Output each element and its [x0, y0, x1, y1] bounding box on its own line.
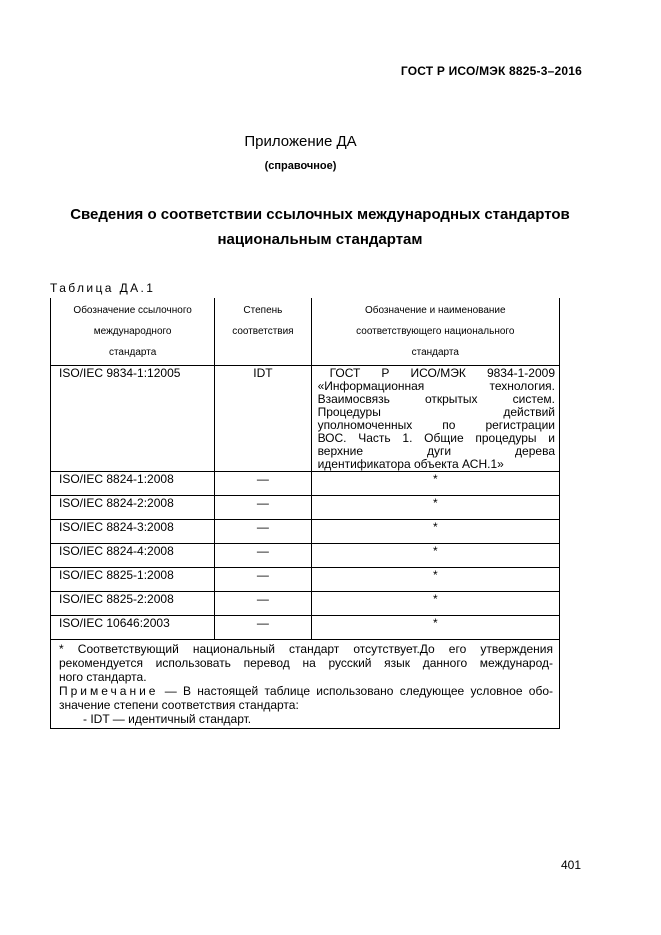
table-row [51, 472, 560, 496]
standards-table [50, 298, 560, 729]
footnote-line: * Соответствующий национальный стандарт отсутствует.До его утверждения [59, 642, 553, 656]
footnote-cell [51, 640, 560, 729]
row-degree: — [215, 568, 311, 592]
note-label: Примечание [59, 684, 159, 698]
row-national: * [311, 616, 559, 640]
row-code: ISO/IEC 9834-1:12005 [51, 366, 215, 472]
row-degree: — [215, 520, 311, 544]
table-row [51, 592, 560, 616]
row-code: ISO/IEC 10646:2003 [51, 616, 215, 640]
note-line [59, 684, 553, 698]
row-degree: IDT [215, 366, 311, 472]
row-degree: — [215, 496, 311, 520]
row-degree: — [215, 544, 311, 568]
document-header: ГОСТ Р ИСО/МЭК 8825-3–2016 [400, 64, 582, 78]
main-title-line: национальным стандартам [217, 231, 423, 248]
page-number: 401 [560, 858, 581, 872]
appendix-subtitle: (справочное) [264, 160, 337, 172]
header-ref-standard: Обозначение ссылочного международного стандарта [51, 298, 215, 366]
row-code: ISO/IEC 8825-2:2008 [51, 592, 215, 616]
appendix-title: Приложение ДА [244, 133, 357, 150]
row-national: * [311, 544, 559, 568]
row-national: * [311, 592, 559, 616]
table-row [51, 496, 560, 520]
table-footer [51, 640, 560, 729]
note-line: значение степени соответствия стандарта: [59, 698, 299, 712]
row-national: * [311, 496, 559, 520]
table-row [51, 520, 560, 544]
table-row [51, 616, 560, 640]
header-degree: Степень соответствия [215, 298, 311, 366]
row-national: * [311, 520, 559, 544]
table-row [51, 544, 560, 568]
main-title-line: Сведения о соответствии ссылочных международных стандартов [70, 206, 570, 223]
row-code: ISO/IEC 8824-4:2008 [51, 544, 215, 568]
main-title [40, 202, 600, 252]
row-code: ISO/IEC 8824-1:2008 [51, 472, 215, 496]
row-degree: — [215, 592, 311, 616]
row-national: ГОСТ Р ИСО/МЭК 9834-1-2009 «Информационная технология. Взаимосвязь открытых систем. Процедуры действий уполномоченных по регистрации ВОС. Часть 1. Общие процедуры и верхние дуги дерева идентификатора объекта АСН.1» [311, 366, 559, 472]
table-label: Таблица ДА.1 [50, 281, 156, 295]
note-text: — В настоящей таблице использовано следующее условное обо- [164, 684, 553, 698]
row-national: * [311, 472, 559, 496]
row-degree: — [215, 616, 311, 640]
row-code: ISO/IEC 8824-2:2008 [51, 496, 215, 520]
row-code: ISO/IEC 8824-3:2008 [51, 520, 215, 544]
row-national: * [311, 568, 559, 592]
table-header-row [51, 298, 560, 366]
row-degree: — [215, 472, 311, 496]
note-item: - IDT — идентичный стандарт. [83, 712, 252, 726]
table-row [51, 366, 560, 472]
row-code: ISO/IEC 8825-1:2008 [51, 568, 215, 592]
header-national-standard: Обозначение и наименование соответствующего национального стандарта [311, 298, 559, 366]
footnote-line: рекомендуется использовать перевод на русский язык данного международ- [59, 656, 553, 670]
footnote-line: ного стандарта. [59, 670, 147, 684]
table-row [51, 568, 560, 592]
